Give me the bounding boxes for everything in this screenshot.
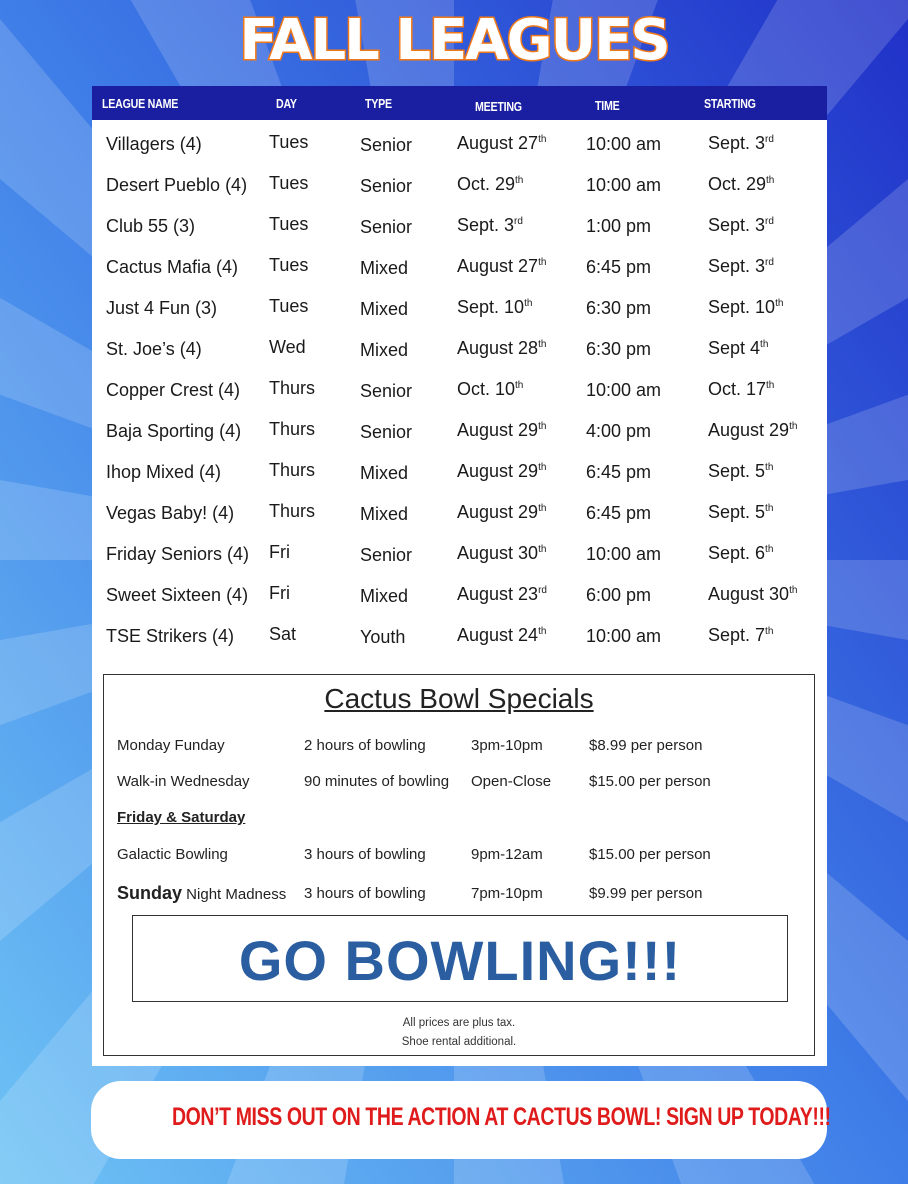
cell-day: Thurs	[269, 419, 316, 439]
cell-league-name: Desert Pueblo (4)	[106, 175, 248, 195]
cell-meeting: August 27th	[457, 256, 547, 276]
cell-starting-suffix: th	[765, 626, 774, 637]
cell-type: Senior	[360, 422, 413, 442]
cell-league-name: St. Joe’s (4)	[106, 339, 202, 359]
cell-starting-suffix: rd	[765, 216, 774, 227]
special-hours: 7pm-10pm	[471, 885, 543, 902]
cell-meeting: August 23rd	[457, 584, 547, 604]
cell-day: Thurs	[269, 378, 316, 398]
leagues-panel	[92, 86, 827, 1066]
cell-type: Senior	[360, 217, 413, 237]
special-name: Galactic Bowling	[117, 846, 228, 863]
special-duration: 2 hours of bowling	[304, 737, 426, 754]
special-hours: 3pm-10pm	[471, 737, 543, 754]
sunday-label: Sunday	[117, 883, 183, 903]
cell-starting: August 29th	[708, 420, 798, 440]
friday-saturday-heading: Friday & Saturday	[117, 809, 246, 826]
cell-type: Mixed	[360, 340, 409, 360]
cell-starting-suffix: rd	[765, 257, 774, 268]
table-row	[92, 202, 827, 243]
table-row	[92, 530, 827, 571]
col-day: DAY	[276, 96, 297, 111]
cell-type: Mixed	[360, 299, 409, 319]
special-hours: Open-Close	[471, 773, 552, 790]
cell-time: 6:45 pm	[586, 462, 652, 482]
cell-league-name: Copper Crest (4)	[106, 380, 241, 400]
shoe-note: Shoe rental additional.	[401, 1036, 517, 1048]
cell-meeting-suffix: th	[538, 544, 547, 555]
cell-type: Youth	[360, 627, 406, 647]
cell-meeting: August 30th	[457, 543, 547, 563]
cell-time: 4:00 pm	[586, 421, 652, 441]
special-name: Walk-in Wednesday	[117, 773, 250, 790]
table-row	[92, 161, 827, 202]
cell-type: Mixed	[360, 504, 409, 524]
cell-meeting: Sept. 3rd	[457, 215, 523, 235]
cell-type: Senior	[360, 545, 413, 565]
cell-time: 6:30 pm	[586, 339, 652, 359]
cell-meeting: August 29th	[457, 502, 547, 522]
specials-box	[103, 674, 815, 1056]
cell-type: Senior	[360, 176, 413, 196]
cell-league-name: Cactus Mafia (4)	[106, 257, 239, 277]
cell-league-name: Villagers (4)	[106, 134, 202, 154]
special-duration: 3 hours of bowling	[304, 885, 426, 902]
cell-meeting: August 29th	[457, 420, 547, 440]
cell-starting: Sept. 3rd	[708, 133, 774, 153]
cell-time: 10:00 am	[586, 175, 662, 195]
special-price: $15.00 per person	[589, 773, 711, 790]
cell-time: 6:30 pm	[586, 298, 652, 318]
cell-starting-suffix: th	[775, 298, 784, 309]
cell-day: Tues	[269, 296, 309, 316]
cell-starting-suffix: th	[766, 380, 775, 391]
cell-meeting: Sept. 10th	[457, 297, 533, 317]
cell-time: 1:00 pm	[586, 216, 652, 236]
sunday-rest-label: Night Madness	[182, 886, 287, 903]
table-row	[92, 366, 827, 407]
cell-day: Tues	[269, 173, 309, 193]
table-row	[92, 325, 827, 366]
cell-day: Wed	[269, 337, 306, 357]
cell-starting-suffix: rd	[765, 134, 774, 145]
cell-league-name: Ihop Mixed (4)	[106, 462, 222, 482]
special-price: $8.99 per person	[589, 737, 703, 754]
cell-meeting-suffix: th	[538, 134, 547, 145]
cell-meeting-suffix: th	[538, 626, 547, 637]
page-title: FALL LEAGUES	[239, 8, 669, 73]
special-name	[117, 883, 286, 904]
cell-type: Senior	[360, 381, 413, 401]
cell-league-name: Just 4 Fun (3)	[106, 298, 218, 318]
cell-day: Tues	[269, 255, 309, 275]
special-duration: 3 hours of bowling	[304, 846, 426, 863]
cell-starting-suffix: th	[760, 339, 769, 350]
cell-day: Tues	[269, 132, 309, 152]
cell-meeting-suffix: th	[538, 339, 547, 350]
special-price: $15.00 per person	[589, 846, 711, 863]
table-row	[92, 284, 827, 325]
cell-meeting-suffix: th	[515, 175, 524, 186]
cell-time: 10:00 am	[586, 626, 662, 646]
cell-league-name: Friday Seniors (4)	[106, 544, 250, 564]
col-type: TYPE	[365, 96, 392, 111]
cell-starting: Oct. 29th	[708, 174, 775, 194]
cell-day: Fri	[269, 542, 290, 562]
cell-type: Mixed	[360, 586, 409, 606]
cell-type: Senior	[360, 135, 413, 155]
cell-meeting-suffix: th	[524, 298, 533, 309]
special-row-galactic	[104, 846, 814, 870]
table-row	[92, 489, 827, 530]
cell-starting: Sept. 6th	[708, 543, 774, 563]
cell-league-name: Club 55 (3)	[106, 216, 196, 236]
cell-meeting-suffix: th	[538, 257, 547, 268]
cell-type: Mixed	[360, 258, 409, 278]
cell-type: Mixed	[360, 463, 409, 483]
special-name: Monday Funday	[117, 737, 225, 754]
cell-meeting-suffix: rd	[514, 216, 523, 227]
cell-day: Fri	[269, 583, 290, 603]
cell-starting: Sept. 3rd	[708, 215, 774, 235]
special-row-sunday	[104, 883, 814, 907]
cell-meeting: August 24th	[457, 625, 547, 645]
table-row	[92, 407, 827, 448]
special-hours: 9pm-12am	[471, 846, 543, 863]
cell-meeting-suffix: th	[538, 421, 547, 432]
cell-league-name: TSE Strikers (4)	[106, 626, 235, 646]
cell-starting: Sept. 5th	[708, 461, 774, 481]
cell-time: 6:00 pm	[586, 585, 652, 605]
table-row	[92, 243, 827, 284]
special-price: $9.99 per person	[589, 885, 703, 902]
footer-text: DON’T MISS OUT ON THE ACTION AT CACTUS BOWL! SIGN UP TODAY!!!	[171, 1103, 831, 1131]
cell-meeting: August 29th	[457, 461, 547, 481]
cell-time: 10:00 am	[586, 134, 662, 154]
cell-starting-suffix: th	[789, 421, 798, 432]
col-league-name: LEAGUE NAME	[102, 96, 179, 111]
cell-meeting: August 27th	[457, 133, 547, 153]
cell-time: 10:00 am	[586, 544, 662, 564]
special-row-wednesday	[104, 773, 814, 797]
col-starting: STARTING	[704, 96, 756, 111]
cell-league-name: Sweet Sixteen (4)	[106, 585, 249, 605]
cell-day: Sat	[269, 624, 297, 644]
cell-starting-suffix: th	[789, 585, 798, 596]
cell-time: 10:00 am	[586, 380, 662, 400]
table-row	[92, 612, 827, 653]
cell-starting: August 30th	[708, 584, 798, 604]
specials-title: Cactus Bowl Specials	[324, 683, 594, 714]
footer-banner	[91, 1081, 831, 1159]
cell-starting: Sept. 10th	[708, 297, 784, 317]
cell-meeting: Oct. 10th	[457, 379, 524, 399]
cell-starting: Sept. 3rd	[708, 256, 774, 276]
go-bowling-text: GO BOWLING!!!	[238, 929, 682, 992]
cell-starting: Sept 4th	[708, 338, 769, 358]
cell-league-name: Baja Sporting (4)	[106, 421, 242, 441]
cell-time: 6:45 pm	[586, 257, 652, 277]
special-duration: 90 minutes of bowling	[304, 773, 450, 790]
special-row-monday	[104, 737, 814, 761]
cell-meeting-suffix: th	[515, 380, 524, 391]
cell-starting: Oct. 17th	[708, 379, 775, 399]
tax-note: All prices are plus tax.	[402, 1017, 516, 1029]
cell-meeting-suffix: rd	[538, 585, 547, 596]
col-meeting: MEETING	[475, 99, 522, 114]
cell-starting-suffix: th	[765, 503, 774, 514]
table-row	[92, 448, 827, 489]
cell-starting: Sept. 7th	[708, 625, 774, 645]
cell-day: Thurs	[269, 460, 316, 480]
cell-starting-suffix: th	[766, 175, 775, 186]
cell-meeting-suffix: th	[538, 462, 547, 473]
cell-time: 6:45 pm	[586, 503, 652, 523]
cell-meeting: August 28th	[457, 338, 547, 358]
cell-starting-suffix: th	[765, 462, 774, 473]
col-time: TIME	[595, 98, 620, 113]
cell-day: Thurs	[269, 501, 316, 521]
table-header	[92, 86, 827, 120]
cell-meeting: Oct. 29th	[457, 174, 524, 194]
cell-meeting-suffix: th	[538, 503, 547, 514]
cell-starting: Sept. 5th	[708, 502, 774, 522]
table-row	[92, 120, 827, 161]
table-row	[92, 571, 827, 612]
cell-league-name: Vegas Baby! (4)	[106, 503, 235, 523]
cell-starting-suffix: th	[765, 544, 774, 555]
go-bowling-box	[132, 915, 788, 1002]
cell-day: Tues	[269, 214, 309, 234]
